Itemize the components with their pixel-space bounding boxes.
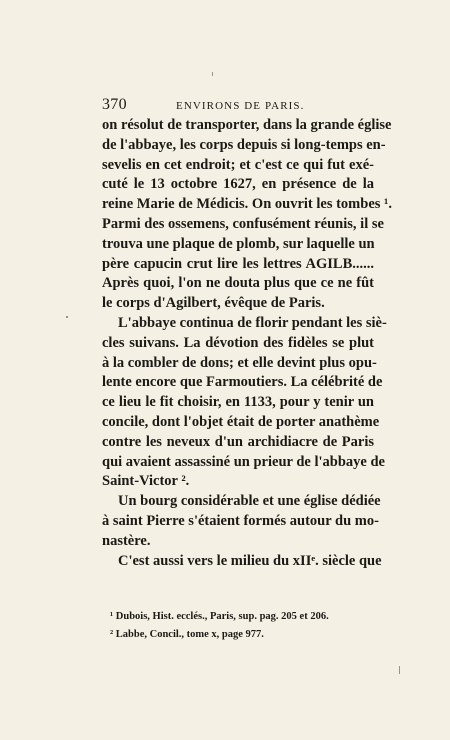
page-number: 370 (102, 96, 127, 113)
text-line: Un bourg considérable et une église dédiée (118, 493, 381, 510)
footnotes (110, 608, 380, 644)
stray-mark (399, 666, 400, 674)
text-line: cuté le 13 octobre 1627, en présence de la (102, 176, 374, 193)
text-line: contre les neveux d'un archidiacre de Paris (102, 433, 374, 450)
text-line: concile, dont l'objet était de porter anathème (102, 413, 380, 430)
text-line: sevelis en cet endroit; et c'est ce qui fut exé- (102, 156, 374, 173)
text-line: nastère. (102, 532, 151, 549)
text-line: on résolut de transporter, dans la grande église (102, 117, 392, 133)
footnote: ² Labbe, Concil., tome x, page 977. (110, 629, 264, 640)
text-line: Parmi des ossemens, confusément réunis, il se (102, 215, 384, 232)
text-line: reine Marie de Médicis. On ouvrit les tombes ¹. (102, 196, 392, 213)
text-line: à la combler de dons; et elle devint plus opu- (102, 354, 377, 371)
text-line: le corps d'Agilbert, évêque de Paris. (102, 295, 325, 312)
text-line: père capucin crut lire les lettres AGILB...... (102, 255, 374, 272)
text-line: Saint-Victor ². (102, 473, 190, 490)
stray-mark (212, 72, 213, 76)
text-line: de l'abbaye, les corps depuis si long-temps en- (102, 136, 386, 153)
running-title: ENVIRONS DE PARIS. (176, 100, 305, 112)
text-line: lente encore que Farmoutiers. La célébrité de (102, 374, 383, 391)
text-line: Après quoi, l'on ne douta plus que ce ne fût (102, 275, 374, 292)
text-line: ce lieu le fit choisir, en 1133, pour y tenir un (102, 394, 374, 411)
text-line: cles suivans. La dévotion des fidèles se plut (102, 334, 374, 351)
body-text (102, 116, 392, 571)
text-line: L'abbaye continua de florir pendant les siè- (118, 314, 387, 331)
stray-mark (66, 316, 68, 318)
text-line: qui avaient assassiné un prieur de l'abbaye de (102, 453, 385, 470)
text-line: C'est aussi vers le milieu du xIIᵉ. siècle que (118, 552, 382, 569)
footnote: ¹ Dubois, Hist. ecclés., Paris, sup. pag. 205 et 206. (110, 611, 329, 622)
text-line: à saint Pierre s'étaient formés autour du mo- (102, 512, 379, 529)
page-header (102, 95, 374, 115)
text-line: trouva une plaque de plomb, sur laquelle un (102, 235, 375, 252)
